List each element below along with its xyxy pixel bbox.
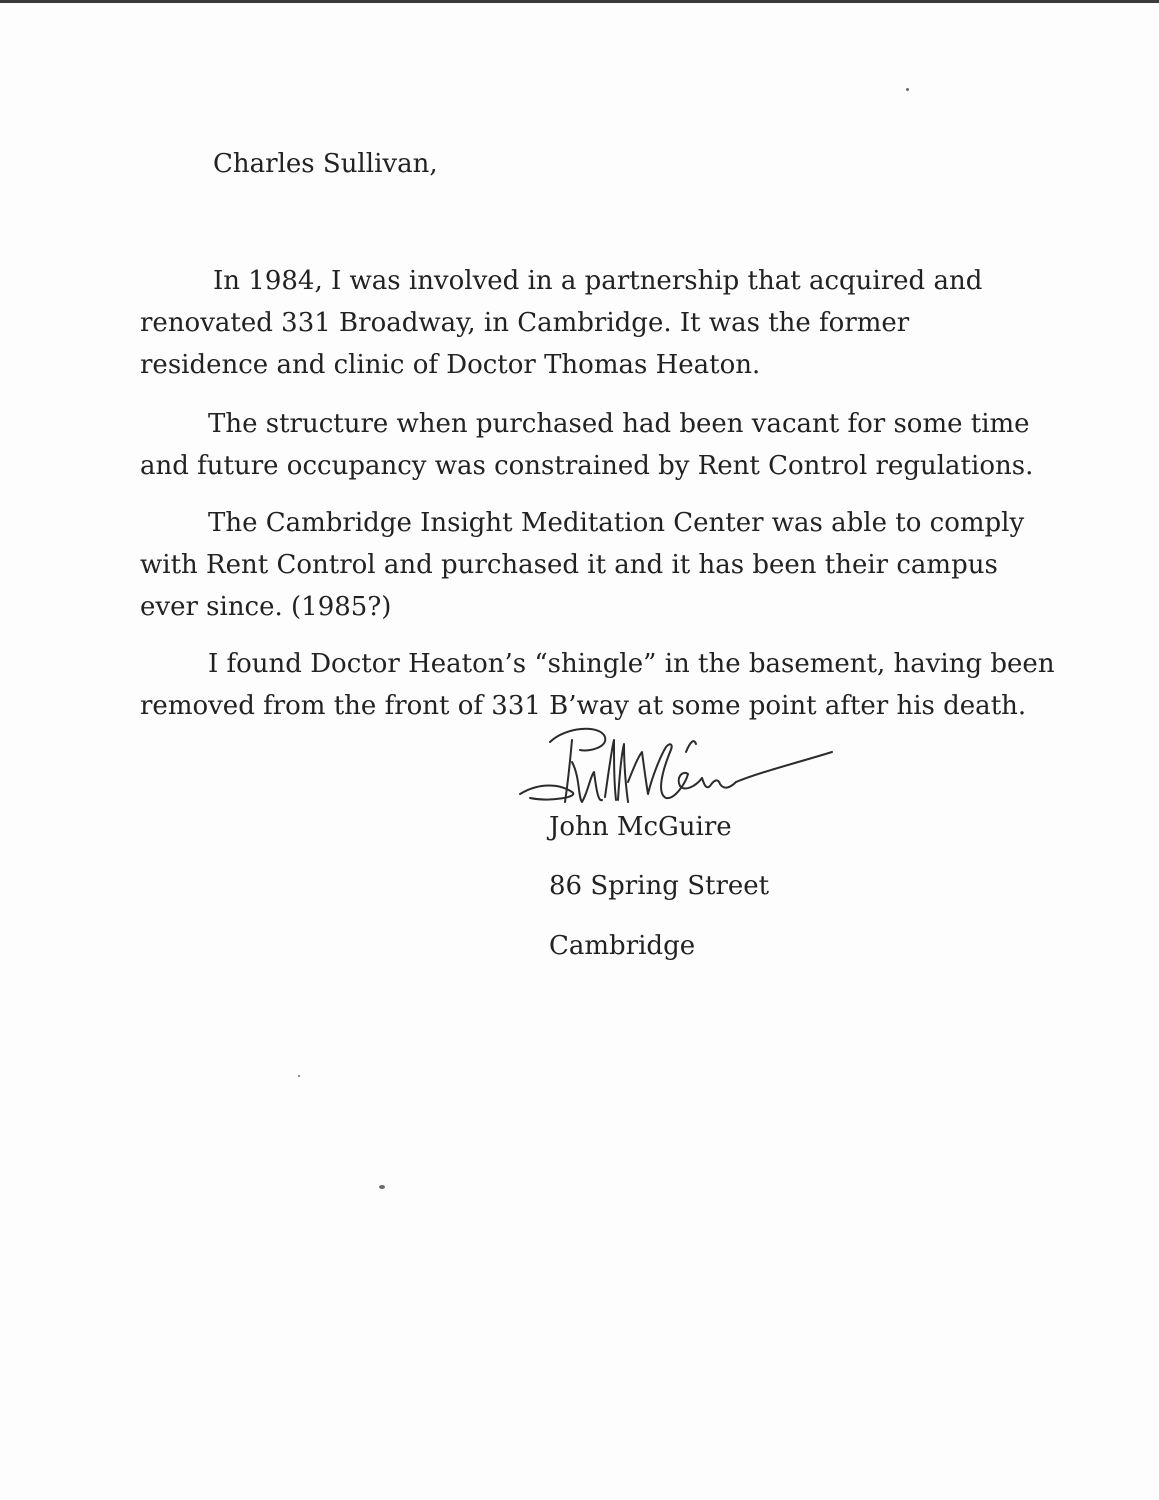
paragraph-line: The structure when purchased had been vacant for some time	[208, 409, 1030, 439]
paragraph-line: removed from the front of 331 B’way at some point after his death.	[140, 691, 1027, 721]
paragraph-1	[140, 260, 1030, 386]
signer-street: 86 Spring Street	[549, 871, 770, 901]
paragraph-4	[140, 643, 1055, 727]
scan-speck	[379, 1185, 385, 1189]
paragraph-2	[140, 403, 1034, 487]
paragraph-line: In 1984, I was involved in a partnership that acquired and	[213, 266, 983, 296]
paragraph-line: renovated 331 Broadway, in Cambridge. It was the former	[140, 308, 910, 338]
scan-edge	[0, 0, 1159, 3]
paragraph-line: The Cambridge Insight Meditation Center was able to comply	[208, 508, 1025, 538]
signer-city: Cambridge	[549, 931, 696, 961]
paragraph-line: and future occupancy was constrained by Rent Control regulations.	[140, 451, 1034, 481]
paragraph-line: residence and clinic of Doctor Thomas Heaton.	[140, 350, 761, 380]
scan-speck	[906, 88, 909, 91]
paragraph-line: I found Doctor Heaton’s “shingle” in the basement, having been	[208, 649, 1055, 679]
scan-speck	[298, 1075, 300, 1077]
paragraph-line: with Rent Control and purchased it and it has been their campus	[140, 550, 998, 580]
paragraph-3	[140, 502, 1030, 628]
paragraph-line: ever since. (1985?)	[140, 592, 392, 622]
signer-name: John McGuire	[549, 812, 732, 842]
salutation: Charles Sullivan,	[213, 149, 438, 179]
